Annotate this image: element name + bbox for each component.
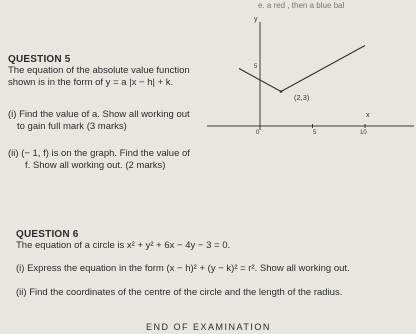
- x-tick-label-5: 5: [313, 130, 317, 136]
- q6-part-i: (i) Express the equation in the form (x − h)² + (y − k)² = r². Show all working out.: [16, 263, 350, 274]
- x-tick-label-10: 10: [360, 130, 367, 136]
- q6-part-ii: (ii) Find the coordinates of the centre of the circle and the length of the radius.: [16, 287, 343, 298]
- vertex-label: (2,3): [294, 93, 310, 102]
- end-of-examination-footer: END OF EXAMINATION: [146, 322, 271, 332]
- x-axis-label: x: [366, 112, 370, 119]
- y-tick-label-5: 5: [254, 64, 258, 70]
- y-axis-label: y: [254, 16, 258, 23]
- q5-part-ii-line-1: (ii) (− 1, f) is on the graph. Find the value of: [8, 148, 190, 159]
- x-tick-label-0: 0: [256, 130, 260, 136]
- question-5-heading: QUESTION 5: [8, 54, 71, 65]
- q5-part-i-line-1: (i) Find the value of a. Show all working out: [8, 109, 190, 120]
- top-fragment-text: e. a red , then a blue bal: [258, 1, 345, 10]
- q5-part-ii-line-2: f. Show all working out. (2 marks): [25, 160, 166, 171]
- q5-intro-line-2: shown is in the form of y = a |x − h| + k.: [8, 77, 174, 88]
- q6-intro: The equation of a circle is x² + y² + 6x − 4y − 3 = 0.: [16, 240, 231, 251]
- q5-intro-line-1: The equation of the absolute value function: [8, 65, 190, 76]
- vertex-point: [280, 90, 283, 93]
- question-6-heading: QUESTION 6: [16, 229, 79, 240]
- q5-part-i-line-2: to gain full mark (3 marks): [17, 121, 127, 132]
- absolute-value-curve: [239, 46, 365, 92]
